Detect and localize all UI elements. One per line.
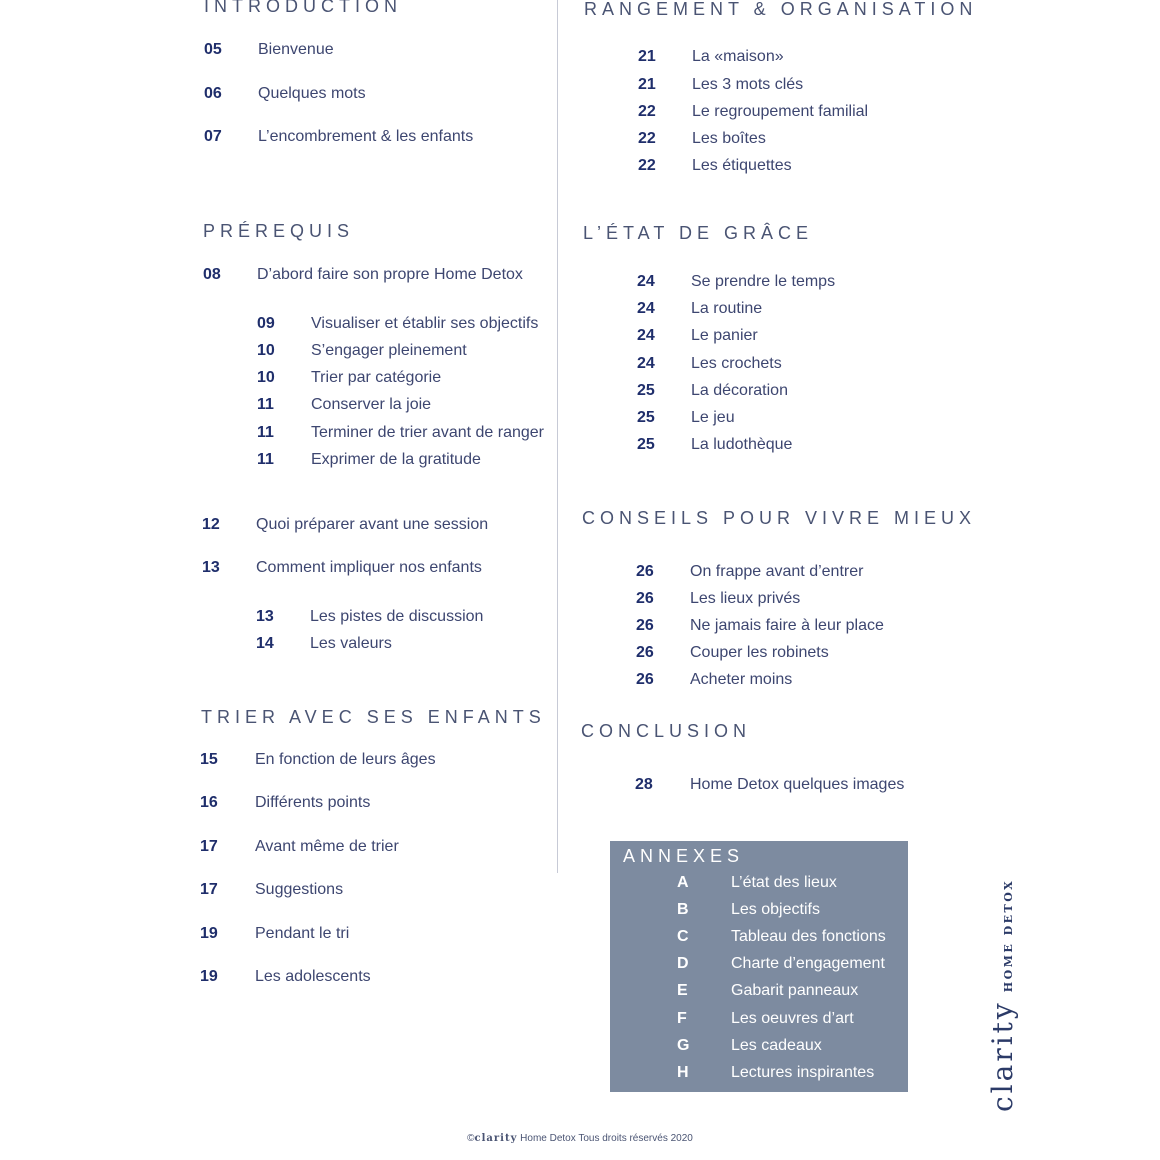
entry-label: Pendant le tri xyxy=(255,925,350,942)
page-number: 19 xyxy=(200,968,218,985)
entry-label: Différents points xyxy=(255,794,371,811)
brand-logo xyxy=(966,858,1019,1112)
entry-label: En fonction de leurs âges xyxy=(255,751,436,768)
page-number: 19 xyxy=(200,925,218,942)
footer-brand: clarity xyxy=(474,1133,518,1144)
annex-letter: B xyxy=(677,901,689,918)
page-number: 05 xyxy=(204,41,222,58)
page-number: 24 xyxy=(637,355,655,372)
page-number: 16 xyxy=(200,794,218,811)
entry-label: Bienvenue xyxy=(258,41,334,58)
entry-label: La décoration xyxy=(691,382,788,399)
entry-label: Les objectifs xyxy=(731,901,820,918)
entry-label: Visualiser et établir ses objectifs xyxy=(311,315,539,332)
entry-label: Terminer de trier avant de ranger xyxy=(311,424,544,441)
column-divider xyxy=(557,0,558,873)
page-number: 24 xyxy=(637,300,655,317)
entry-label: On frappe avant d’entrer xyxy=(690,563,864,580)
page-number: 17 xyxy=(200,881,218,898)
annex-letter: D xyxy=(677,955,689,972)
page-number: 24 xyxy=(637,327,655,344)
page-number: 10 xyxy=(257,342,275,359)
footer-copyright xyxy=(0,1133,1160,1144)
page-number: 10 xyxy=(257,369,275,386)
entry-label: Trier par catégorie xyxy=(311,369,442,386)
entry-label: La routine xyxy=(691,300,763,317)
entry-label: Charte d’engagement xyxy=(731,955,885,972)
page-number: 22 xyxy=(638,130,656,147)
page-number: 25 xyxy=(637,382,655,399)
entry-label: Le regroupement familial xyxy=(692,103,869,120)
brand-subtitle: HOME DETOX xyxy=(1002,878,1015,993)
page-number: 26 xyxy=(636,617,654,634)
page-number: 26 xyxy=(636,563,654,580)
page-number: 11 xyxy=(257,451,274,468)
entry-label: Les valeurs xyxy=(310,635,392,652)
entry-label: La ludothèque xyxy=(691,436,793,453)
page-number: 14 xyxy=(256,635,274,652)
section-title-introduction: INTRODUCTION xyxy=(204,0,402,16)
page-number: 07 xyxy=(204,128,222,145)
entry-label: Les lieux privés xyxy=(690,590,801,607)
entry-label: Le jeu xyxy=(691,409,735,426)
page-number: 09 xyxy=(257,315,275,332)
page-number: 13 xyxy=(202,559,220,576)
page-number: 11 xyxy=(257,424,274,441)
page-number: 12 xyxy=(202,516,220,533)
page-number: 28 xyxy=(635,776,653,793)
entry-label: Comment impliquer nos enfants xyxy=(256,559,482,576)
section-title-conclusion: CONCLUSION xyxy=(581,721,752,741)
page-number: 15 xyxy=(200,751,218,768)
page-number: 26 xyxy=(636,671,654,688)
page-number: 25 xyxy=(637,436,655,453)
entry-label: Les 3 mots clés xyxy=(692,76,804,93)
annex-letter: C xyxy=(677,928,689,945)
entry-label: Suggestions xyxy=(255,881,344,898)
section-title-annexes: ANNEXES xyxy=(623,846,745,866)
page-number: 06 xyxy=(204,85,222,102)
entry-label: Le panier xyxy=(691,327,758,344)
entry-label: Home Detox quelques images xyxy=(690,776,905,793)
page-number: 21 xyxy=(638,48,656,65)
entry-label: Couper les robinets xyxy=(690,644,829,661)
section-title-prerequis: PRÉREQUIS xyxy=(203,221,355,241)
page-number: 22 xyxy=(638,157,656,174)
section-title-etat-de-grace: L’ÉTAT DE GRÂCE xyxy=(583,223,814,243)
entry-label: Les adolescents xyxy=(255,968,371,985)
entry-label: Se prendre le temps xyxy=(691,273,836,290)
copyright-symbol: © xyxy=(467,1133,475,1144)
page-number: 08 xyxy=(203,266,221,283)
annex-letter: G xyxy=(677,1037,690,1054)
page-number: 26 xyxy=(636,590,654,607)
entry-label: D’abord faire son propre Home Detox xyxy=(257,266,523,283)
section-title-trier: TRIER AVEC SES ENFANTS xyxy=(201,707,546,727)
annex-letter: H xyxy=(677,1064,689,1081)
footer-text: Home Detox Tous droits réservés 2020 xyxy=(517,1133,693,1144)
entry-label: Les pistes de discussion xyxy=(310,608,484,625)
page-number: 11 xyxy=(257,396,274,413)
entry-label: Tableau des fonctions xyxy=(731,928,886,945)
entry-label: Conserver la joie xyxy=(311,396,432,413)
entry-label: S’engager pleinement xyxy=(311,342,467,359)
entry-label: Les étiquettes xyxy=(692,157,792,174)
page-number: 13 xyxy=(256,608,274,625)
entry-label: L’état des lieux xyxy=(731,874,837,891)
page-number: 24 xyxy=(637,273,655,290)
entry-label: Les cadeaux xyxy=(731,1037,822,1054)
page-number: 22 xyxy=(638,103,656,120)
entry-label: Gabarit panneaux xyxy=(731,982,859,999)
entry-label: Avant même de trier xyxy=(255,838,399,855)
annexes-box xyxy=(610,841,908,1092)
section-title-conseils: CONSEILS POUR VIVRE MIEUX xyxy=(582,508,977,528)
entry-label: Acheter moins xyxy=(690,671,793,688)
entry-label: La «maison» xyxy=(692,48,784,65)
brand-word: clarity xyxy=(986,1000,1019,1112)
entry-label: Lectures inspirantes xyxy=(731,1064,875,1081)
page-number: 21 xyxy=(638,76,656,93)
entry-label: Les boîtes xyxy=(692,130,766,147)
entry-label: Les oeuvres d’art xyxy=(731,1010,854,1027)
entry-label: Quoi préparer avant une session xyxy=(256,516,489,533)
page-number: 26 xyxy=(636,644,654,661)
annex-letter: A xyxy=(677,874,689,891)
entry-label: Ne jamais faire à leur place xyxy=(690,617,884,634)
section-title-rangement: RANGEMENT & ORGANISATION xyxy=(584,0,978,19)
entry-label: Les crochets xyxy=(691,355,782,372)
annex-letter: F xyxy=(677,1010,687,1027)
entry-label: Quelques mots xyxy=(258,85,366,102)
entry-label: Exprimer de la gratitude xyxy=(311,451,481,468)
entry-label: L’encombrement & les enfants xyxy=(258,128,474,145)
page-number: 25 xyxy=(637,409,655,426)
annex-letter: E xyxy=(677,982,688,999)
page-number: 17 xyxy=(200,838,218,855)
